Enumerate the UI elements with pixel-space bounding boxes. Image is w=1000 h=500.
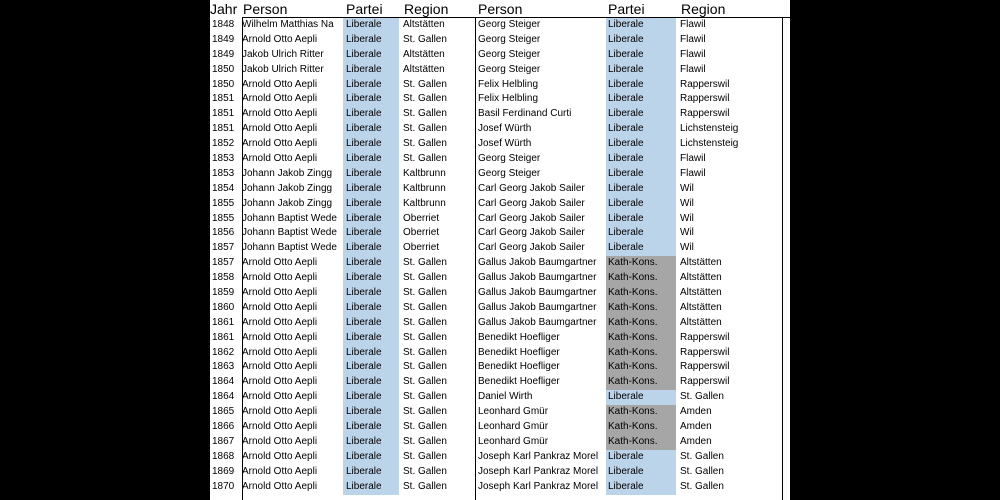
cell-region-2: Amden [680, 435, 712, 447]
cell-partei-1: Liberale [343, 18, 399, 33]
cell-region-1: St. Gallen [403, 316, 447, 328]
cell-partei-2: Liberale [606, 92, 676, 107]
cell-person-1: Arnold Otto Aepli [242, 465, 318, 477]
cell-person-1: Jakob Ulrich Ritter [242, 63, 324, 75]
cell-partei-2: Liberale [606, 465, 676, 480]
table-row [210, 271, 790, 286]
cell-region-1: St. Gallen [403, 376, 447, 388]
cell-jahr: 1861 [212, 331, 235, 343]
table-row [210, 435, 790, 450]
cell-region-1: Kaltbrunn [403, 167, 446, 179]
cell-partei-2: Liberale [606, 450, 676, 465]
cell-person-1: Johann Jakob Zingg [242, 182, 333, 194]
spreadsheet [210, 0, 790, 500]
table-row [210, 360, 790, 375]
cell-region-1: St. Gallen [403, 331, 447, 343]
table-row [210, 241, 790, 256]
table-row [210, 301, 790, 316]
cell-person-1: Jakob Ulrich Ritter [242, 48, 324, 60]
cell-person-1: Arnold Otto Aepli [242, 316, 318, 328]
cell-person-2: Georg Steiger [478, 19, 541, 30]
cell-jahr: 1857 [212, 242, 235, 254]
cell-region-1: St. Gallen [403, 272, 447, 284]
cell-jahr: 1864 [212, 391, 235, 403]
cell-jahr: 1869 [212, 465, 235, 477]
cell-person-1: Arnold Otto Aepli [242, 450, 318, 462]
cell-person-2: Carl Georg Jakob Sailer [478, 242, 585, 254]
cell-region-1: St. Gallen [403, 123, 447, 135]
table-row [210, 375, 790, 390]
cell-region-2: Flawil [680, 33, 706, 45]
cell-region-1: St. Gallen [403, 361, 447, 373]
cell-region-1: St. Gallen [403, 391, 447, 403]
cell-region-2: St. Gallen [680, 391, 724, 403]
cell-person-1: Arnold Otto Aepli [242, 153, 318, 165]
cell-jahr: 1848 [212, 19, 235, 30]
cell-partei-2: Liberale [606, 18, 676, 33]
cell-person-1: Arnold Otto Aepli [242, 376, 318, 388]
table-row [210, 465, 790, 480]
cell-region-2: Rapperswil [680, 78, 730, 90]
cell-person-2: Gallus Jakob Baumgartner [478, 287, 597, 299]
cell-jahr: 1859 [212, 287, 235, 299]
cell-person-2: Carl Georg Jakob Sailer [478, 182, 585, 194]
header-partei-1: Partei [346, 1, 383, 17]
header-person-2: Person [478, 1, 523, 17]
table-row [210, 405, 790, 420]
cell-partei-1: Liberale [343, 346, 399, 361]
cell-person-2: Gallus Jakob Baumgartner [478, 272, 597, 284]
cell-person-1: Arnold Otto Aepli [242, 33, 318, 45]
cell-region-1: St. Gallen [403, 301, 447, 313]
cell-region-2: Lichstensteig [680, 138, 739, 150]
table-row [210, 390, 790, 405]
table-row [210, 286, 790, 301]
cell-region-2: Altstätten [680, 257, 722, 269]
header-person-1: Person [243, 1, 288, 17]
cell-jahr: 1849 [212, 33, 235, 45]
cell-partei-1: Liberale [343, 241, 399, 256]
cell-region-1: Altstätten [403, 48, 445, 60]
cell-jahr: 1853 [212, 153, 235, 165]
table-row [210, 450, 790, 465]
cell-region-2: Lichstensteig [680, 123, 739, 135]
table-row [210, 256, 790, 271]
cell-region-2: Rapperswil [680, 361, 730, 373]
cell-region-2: Rapperswil [680, 376, 730, 388]
cell-partei-2: Liberale [606, 212, 676, 227]
cell-region-1: St. Gallen [403, 406, 447, 418]
cell-region-1: St. Gallen [403, 480, 447, 492]
table-row [210, 316, 790, 331]
cell-partei-2: Liberale [606, 152, 676, 167]
table-row [210, 107, 790, 122]
cell-jahr: 1851 [212, 108, 235, 120]
cell-region-2: Rapperswil [680, 331, 730, 343]
cell-region-2: Altstätten [680, 316, 722, 328]
cell-jahr: 1860 [212, 301, 235, 313]
cell-partei-1: Liberale [343, 465, 399, 480]
cell-region-2: St. Gallen [680, 480, 724, 492]
cell-person-1: Arnold Otto Aepli [242, 78, 318, 90]
cell-region-1: Kaltbrunn [403, 182, 446, 194]
table-row [210, 122, 790, 137]
cell-person-1: Arnold Otto Aepli [242, 391, 318, 403]
cell-partei-1: Liberale [343, 286, 399, 301]
cell-partei-1: Liberale [343, 33, 399, 48]
table-row [210, 226, 790, 241]
cell-person-2: Benedikt Hoefliger [478, 361, 560, 373]
cell-region-1: St. Gallen [403, 421, 447, 433]
cell-region-2: Amden [680, 406, 712, 418]
cell-partei-1: Liberale [343, 226, 399, 241]
table-row [210, 346, 790, 361]
cell-person-1: Arnold Otto Aepli [242, 331, 318, 343]
cell-partei-1: Liberale [343, 360, 399, 375]
table-row [210, 212, 790, 227]
cell-partei-2: Liberale [606, 226, 676, 241]
cell-region-2: Rapperswil [680, 108, 730, 120]
cell-region-2: Wil [680, 212, 694, 224]
cell-partei-2: Kath-Kons. [606, 405, 676, 420]
cell-partei-2: Liberale [606, 33, 676, 48]
cell-jahr: 1851 [212, 93, 235, 105]
table-row [210, 33, 790, 48]
header-partei-2: Partei [608, 1, 645, 17]
cell-jahr: 1853 [212, 167, 235, 179]
cell-person-2: Carl Georg Jakob Sailer [478, 227, 585, 239]
table-row [210, 197, 790, 212]
cell-person-2: Josef Würth [478, 123, 532, 135]
cell-jahr: 1863 [212, 361, 235, 373]
cell-person-2: Basil Ferdinand Curti [478, 108, 572, 120]
cell-partei-2: Liberale [606, 122, 676, 137]
cell-partei-2: Kath-Kons. [606, 435, 676, 450]
cell-partei-1: Liberale [343, 63, 399, 78]
cell-region-2: Altstätten [680, 287, 722, 299]
cell-jahr: 1855 [212, 212, 235, 224]
cell-region-2: Wil [680, 242, 694, 254]
cell-person-2: Joseph Karl Pankraz Morel [478, 450, 599, 462]
cell-partei-2: Kath-Kons. [606, 331, 676, 346]
cell-region-1: St. Gallen [403, 93, 447, 105]
cell-region-2: Flawil [680, 19, 706, 30]
cell-region-1: St. Gallen [403, 138, 447, 150]
table-row [210, 182, 790, 197]
cell-partei-2: Liberale [606, 197, 676, 212]
cell-jahr: 1850 [212, 78, 235, 90]
table-row [210, 167, 790, 182]
cell-partei-2: Liberale [606, 390, 676, 405]
header-region-2: Region [681, 1, 726, 17]
cell-region-2: Flawil [680, 48, 706, 60]
cell-region-1: Kaltbrunn [403, 197, 446, 209]
cell-person-2: Georg Steiger [478, 48, 541, 60]
cell-region-1: Oberriet [403, 212, 440, 224]
cell-jahr: 1857 [212, 257, 235, 269]
cell-jahr: 1861 [212, 316, 235, 328]
cell-partei-1: Liberale [343, 122, 399, 137]
cell-jahr: 1870 [212, 480, 235, 492]
cell-person-1: Arnold Otto Aepli [242, 123, 318, 135]
cell-person-2: Daniel Wirth [478, 391, 533, 403]
cell-jahr: 1866 [212, 421, 235, 433]
cell-person-2: Joseph Karl Pankraz Morel [478, 480, 599, 492]
cell-person-1: Johann Baptist Wede [242, 212, 337, 224]
cell-person-2: Gallus Jakob Baumgartner [478, 316, 597, 328]
cell-partei-2: Kath-Kons. [606, 256, 676, 271]
cell-jahr: 1868 [212, 450, 235, 462]
cell-partei-2: Liberale [606, 241, 676, 256]
cell-partei-2: Liberale [606, 167, 676, 182]
cell-partei-2: Liberale [606, 107, 676, 122]
cell-person-1: Arnold Otto Aepli [242, 435, 318, 447]
cell-partei-2: Kath-Kons. [606, 316, 676, 331]
cell-partei-1: Liberale [343, 197, 399, 212]
cell-person-2: Leonhard Gmür [478, 406, 549, 418]
cell-person-1: Arnold Otto Aepli [242, 287, 318, 299]
cell-region-2: Wil [680, 197, 694, 209]
cell-person-1: Johann Baptist Wede [242, 227, 337, 239]
cell-partei-1: Liberale [343, 152, 399, 167]
cell-region-1: Oberriet [403, 227, 440, 239]
cell-partei-1: Liberale [343, 450, 399, 465]
cell-jahr: 1850 [212, 63, 235, 75]
cell-partei-1: Liberale [343, 375, 399, 390]
cell-person-1: Arnold Otto Aepli [242, 301, 318, 313]
cell-jahr: 1856 [212, 227, 235, 239]
table-row [210, 78, 790, 93]
cell-person-1: Arnold Otto Aepli [242, 480, 318, 492]
cell-partei-2: Kath-Kons. [606, 301, 676, 316]
cell-partei-1: Liberale [343, 92, 399, 107]
cell-person-1: Wilhelm Matthias Na [242, 19, 334, 30]
cell-partei-1: Liberale [343, 107, 399, 122]
cell-person-2: Georg Steiger [478, 33, 541, 45]
cell-partei-1: Liberale [343, 256, 399, 271]
cell-jahr: 1864 [212, 376, 235, 388]
cell-partei-1: Liberale [343, 271, 399, 286]
cell-person-2: Benedikt Hoefliger [478, 346, 560, 358]
cell-region-2: Flawil [680, 63, 706, 75]
header-region-1: Region [404, 1, 449, 17]
cell-partei-1: Liberale [343, 435, 399, 450]
cell-partei-1: Liberale [343, 390, 399, 405]
cell-jahr: 1849 [212, 48, 235, 60]
cell-region-1: St. Gallen [403, 435, 447, 447]
cell-person-1: Arnold Otto Aepli [242, 406, 318, 418]
cell-person-1: Arnold Otto Aepli [242, 93, 318, 105]
cell-person-2: Carl Georg Jakob Sailer [478, 197, 585, 209]
cell-person-2: Felix Helbling [478, 93, 539, 105]
cell-region-2: Amden [680, 421, 712, 433]
cell-region-1: St. Gallen [403, 287, 447, 299]
cell-person-2: Leonhard Gmür [478, 435, 549, 447]
cell-partei-1: Liberale [343, 405, 399, 420]
table-row [210, 63, 790, 78]
table-row [210, 92, 790, 107]
cell-partei-1: Liberale [343, 78, 399, 93]
cell-region-1: St. Gallen [403, 465, 447, 477]
cell-person-1: Arnold Otto Aepli [242, 108, 318, 120]
cell-person-1: Arnold Otto Aepli [242, 421, 318, 433]
cell-region-2: Altstätten [680, 301, 722, 313]
cell-region-1: Altstätten [403, 63, 445, 75]
cell-region-2: St. Gallen [680, 450, 724, 462]
cell-jahr: 1854 [212, 182, 235, 194]
cell-person-2: Felix Helbling [478, 78, 539, 90]
cell-partei-1: Liberale [343, 48, 399, 63]
cell-person-1: Arnold Otto Aepli [242, 361, 318, 373]
cell-person-2: Georg Steiger [478, 153, 541, 165]
cell-jahr: 1852 [212, 138, 235, 150]
cell-partei-1: Liberale [343, 420, 399, 435]
cell-jahr: 1858 [212, 272, 235, 284]
cell-region-1: St. Gallen [403, 153, 447, 165]
cell-region-1: St. Gallen [403, 78, 447, 90]
cell-region-2: Rapperswil [680, 93, 730, 105]
cell-person-1: Arnold Otto Aepli [242, 138, 318, 150]
cell-partei-2: Liberale [606, 480, 676, 495]
cell-partei-2: Kath-Kons. [606, 346, 676, 361]
cell-region-1: St. Gallen [403, 450, 447, 462]
cell-person-1: Johann Jakob Zingg [242, 197, 333, 209]
table-row [210, 420, 790, 435]
cell-partei-2: Liberale [606, 182, 676, 197]
cell-partei-1: Liberale [343, 316, 399, 331]
cell-partei-1: Liberale [343, 301, 399, 316]
cell-jahr: 1855 [212, 197, 235, 209]
cell-partei-2: Kath-Kons. [606, 286, 676, 301]
table-row [210, 152, 790, 167]
header-jahr: Jahr [210, 1, 238, 17]
cell-person-2: Georg Steiger [478, 63, 541, 75]
cell-region-1: St. Gallen [403, 257, 447, 269]
cell-person-2: Gallus Jakob Baumgartner [478, 257, 597, 269]
cell-partei-2: Liberale [606, 63, 676, 78]
table-row [210, 18, 790, 33]
cell-region-2: Flawil [680, 167, 706, 179]
cell-partei-2: Kath-Kons. [606, 420, 676, 435]
cell-partei-1: Liberale [343, 331, 399, 346]
cell-person-1: Arnold Otto Aepli [242, 257, 318, 269]
cell-region-2: Rapperswil [680, 346, 730, 358]
cell-region-1: Oberriet [403, 242, 440, 254]
cell-person-2: Gallus Jakob Baumgartner [478, 301, 597, 313]
cell-jahr: 1865 [212, 406, 235, 418]
cell-jahr: 1851 [212, 123, 235, 135]
cell-person-1: Johann Jakob Zingg [242, 167, 333, 179]
cell-person-2: Benedikt Hoefliger [478, 331, 560, 343]
cell-partei-1: Liberale [343, 182, 399, 197]
cell-region-1: Altstätten [403, 19, 445, 30]
cell-region-2: Wil [680, 182, 694, 194]
cell-region-2: St. Gallen [680, 465, 724, 477]
cell-region-1: St. Gallen [403, 346, 447, 358]
cell-partei-2: Kath-Kons. [606, 375, 676, 390]
cell-jahr: 1862 [212, 346, 235, 358]
cell-person-2: Leonhard Gmür [478, 421, 549, 433]
cell-partei-1: Liberale [343, 212, 399, 227]
cell-region-1: St. Gallen [403, 108, 447, 120]
table-row [210, 48, 790, 63]
cell-partei-2: Liberale [606, 48, 676, 63]
cell-partei-1: Liberale [343, 167, 399, 182]
cell-person-2: Benedikt Hoefliger [478, 376, 560, 388]
cell-partei-2: Liberale [606, 78, 676, 93]
cell-region-2: Flawil [680, 153, 706, 165]
cell-region-2: Wil [680, 227, 694, 239]
cell-partei-2: Kath-Kons. [606, 271, 676, 286]
cell-partei-2: Kath-Kons. [606, 360, 676, 375]
cell-partei-1: Liberale [343, 137, 399, 152]
cell-person-1: Johann Baptist Wede [242, 242, 337, 254]
table-row [210, 137, 790, 152]
cell-person-2: Joseph Karl Pankraz Morel [478, 465, 599, 477]
cell-person-1: Arnold Otto Aepli [242, 272, 318, 284]
cell-partei-2: Liberale [606, 137, 676, 152]
cell-person-2: Carl Georg Jakob Sailer [478, 212, 585, 224]
cell-region-2: Altstätten [680, 272, 722, 284]
table-body [210, 18, 790, 495]
table-row [210, 331, 790, 346]
cell-partei-1: Liberale [343, 480, 399, 495]
cell-region-1: St. Gallen [403, 33, 447, 45]
cell-person-2: Josef Würth [478, 138, 532, 150]
cell-person-2: Georg Steiger [478, 167, 541, 179]
table-row [210, 480, 790, 495]
cell-person-1: Arnold Otto Aepli [242, 346, 318, 358]
cell-jahr: 1867 [212, 435, 235, 447]
